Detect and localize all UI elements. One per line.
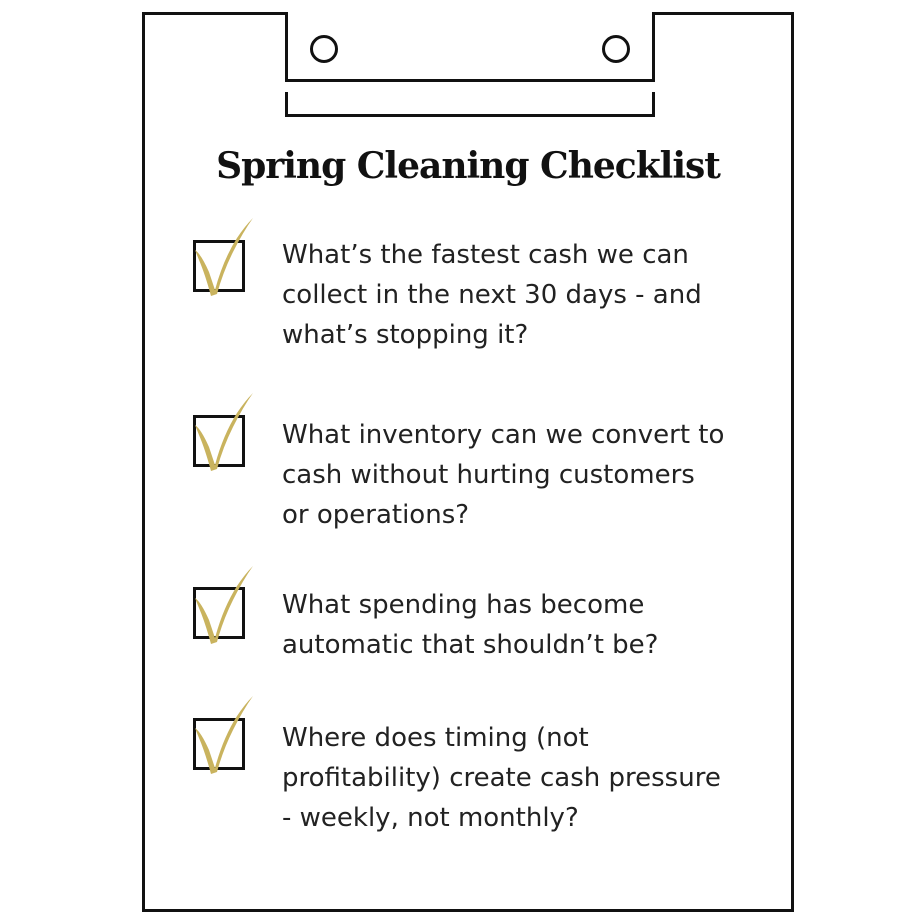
clip-bar	[285, 92, 655, 117]
clip-hole-left	[310, 35, 338, 63]
clipboard-clip	[285, 12, 655, 106]
clip-hole-right	[602, 35, 630, 63]
checklist-title: Spring Cleaning Checklist	[216, 145, 720, 187]
checkmark-icon	[185, 688, 265, 778]
checklist-item-text: Where does timing (not profitability) create cash pressure - weekly, not monthly?	[282, 723, 721, 833]
checkmark-icon	[185, 385, 265, 475]
checkmark-icon	[185, 558, 265, 648]
clip-body	[285, 12, 655, 82]
checklist-item-text: What spending has become automatic that shouldn’t be?	[282, 590, 659, 660]
checklist-item-text: What inventory can we convert to cash without hurting customers or operations?	[282, 420, 725, 530]
checkmark-icon	[185, 210, 265, 300]
checklist-item-text: What’s the fastest cash we can collect in the next 30 days - and what’s stopping it?	[282, 240, 702, 350]
